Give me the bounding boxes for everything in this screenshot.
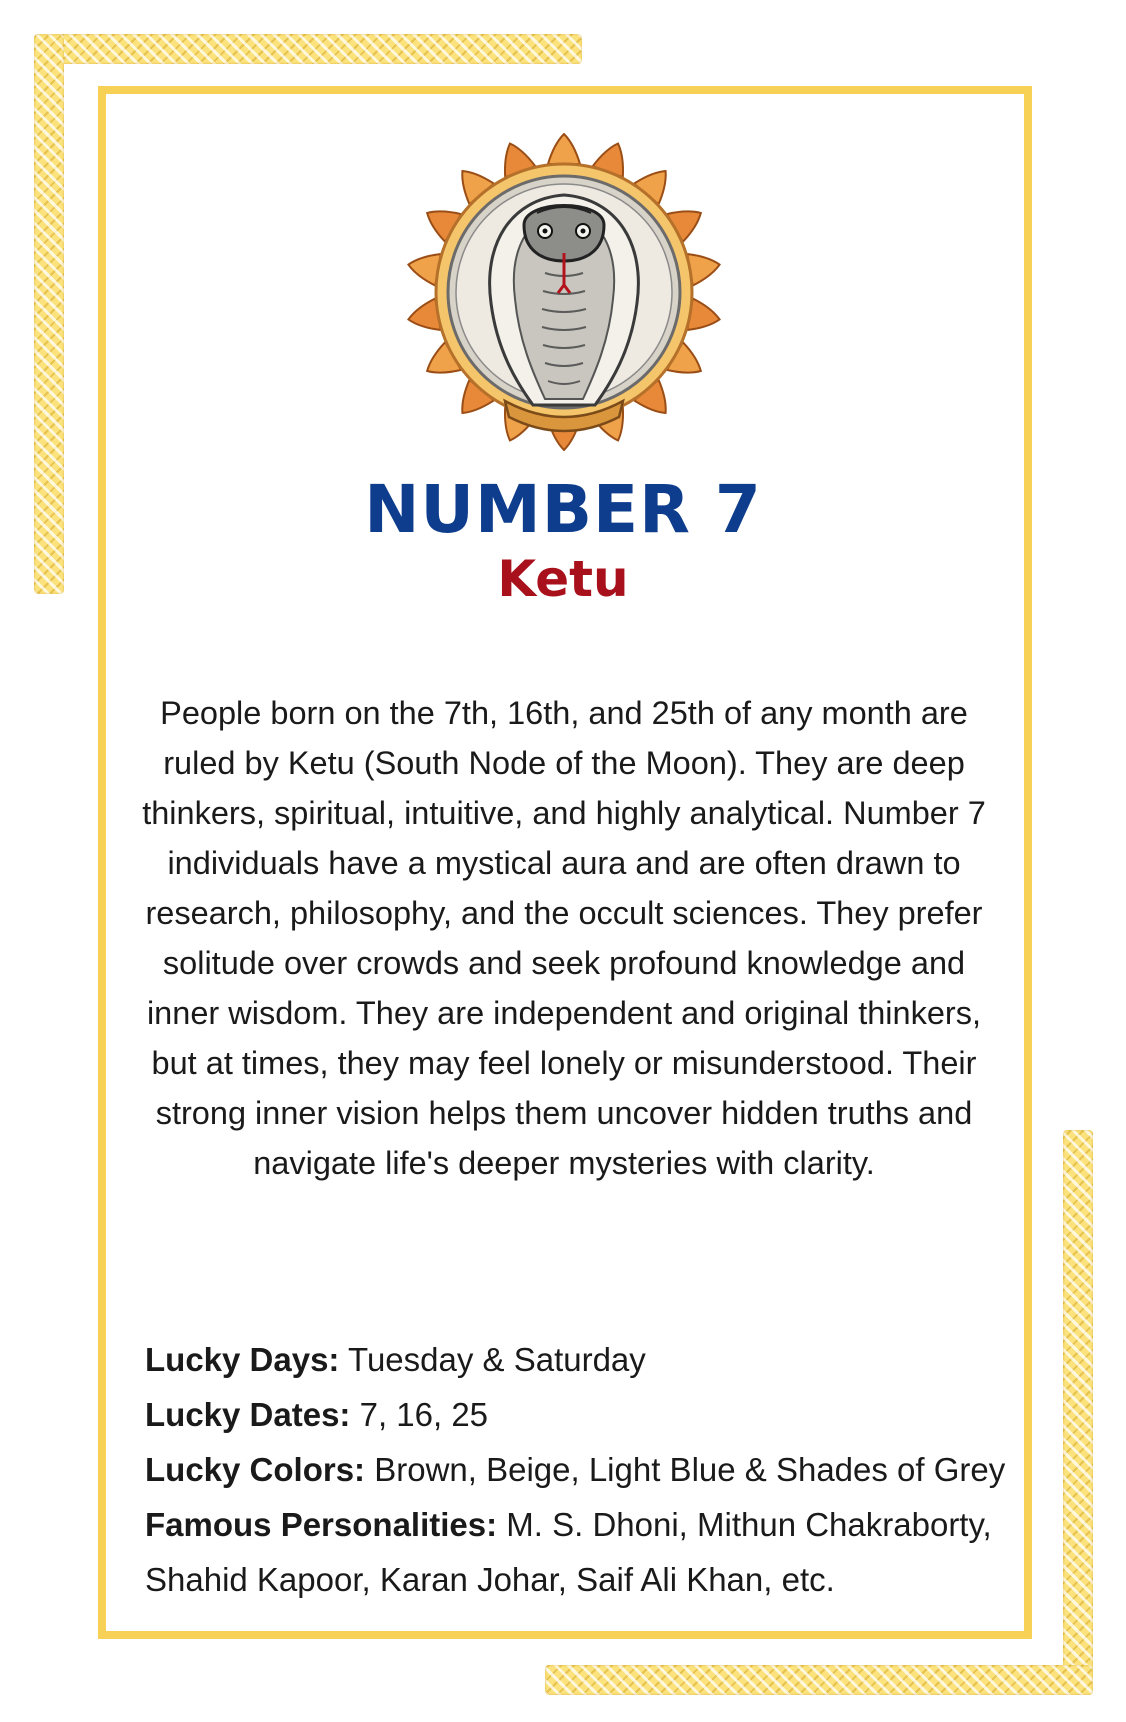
fact-label: Lucky Colors: (145, 1451, 366, 1488)
fact-lucky-days (145, 1332, 1025, 1387)
fact-value: M. S. Dhoni, Mithun Chakraborty, (497, 1506, 992, 1543)
fact-lucky-colors (145, 1442, 1025, 1497)
cobra-emblem-icon (405, 133, 723, 451)
fact-famous-personalities (145, 1497, 1025, 1552)
flame-petal (548, 134, 580, 164)
braid-bottom-horizontal (545, 1665, 1093, 1695)
braid-top-horizontal (34, 34, 582, 64)
page-subtitle: Ketu (497, 550, 629, 608)
facts-list (145, 1332, 1025, 1607)
fact-value: Brown, Beige, Light Blue & Shades of Grey (365, 1451, 1006, 1488)
fact-value: 7, 16, 25 (350, 1396, 489, 1433)
page-title: NUMBER 7 (364, 471, 762, 548)
fact-label: Lucky Dates: (145, 1396, 351, 1433)
fact-famous-personalities-continued (145, 1552, 1025, 1607)
description-paragraph: People born on the 7th, 16th, and 25th of any month are ruled by Ketu (South Node of the Moon). They are deep thinkers, spiritual, intuitive, and highly analytical. Number 7 individuals have a mystical aura and are often drawn to research, philosophy, and the occult sciences. They prefer solitude over crowds and seek profound knowledge and inner wisdom. They are independent and original thinkers, but at times, they may feel lonely or misunderstood. Their strong inner vision helps them uncover hidden truths and navigate life's deeper mysteries with clarity. (142, 695, 986, 1181)
fact-lucky-dates (145, 1387, 1025, 1442)
braid-right-vertical (1063, 1130, 1093, 1695)
fact-label: Famous Personalities: (145, 1506, 498, 1543)
fact-value: Tuesday & Saturday (339, 1341, 646, 1378)
fact-label: Lucky Days: (145, 1341, 340, 1378)
fact-value: Shahid Kapoor, Karan Johar, Saif Ali Khan, etc. (145, 1561, 835, 1598)
